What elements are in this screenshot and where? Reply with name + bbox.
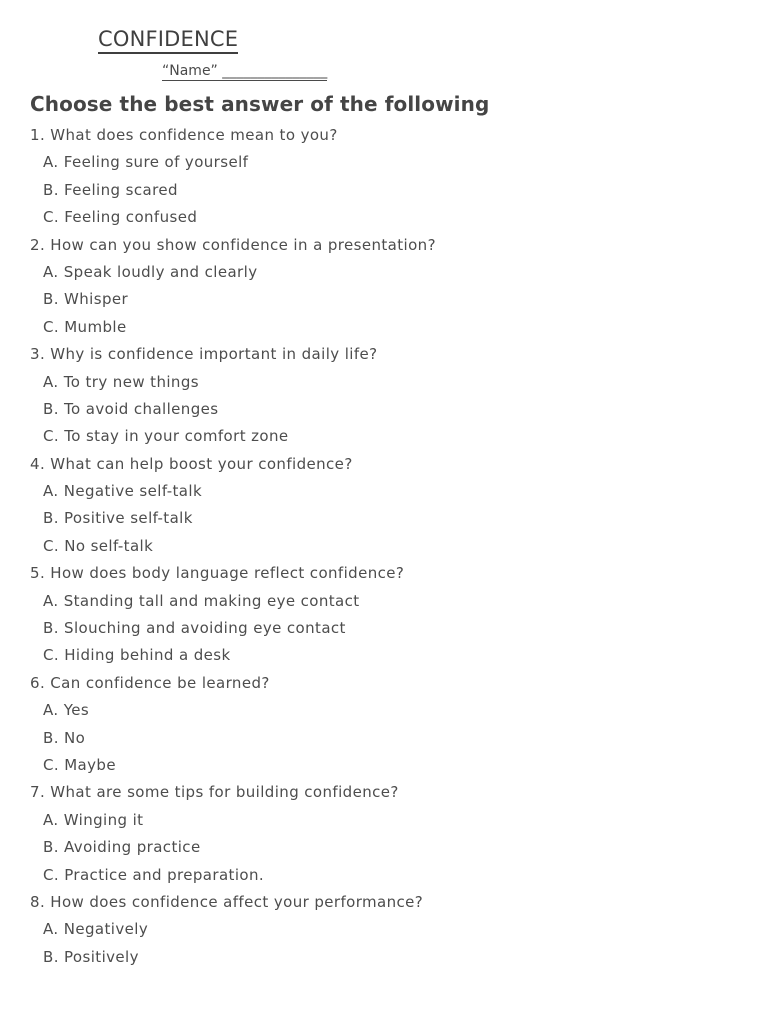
option-1b: B. Feeling scared bbox=[43, 180, 178, 199]
option-3c: C. To stay in your comfort zone bbox=[43, 427, 289, 446]
option-7b: B. Avoiding practice bbox=[43, 838, 201, 857]
option-6a: A. Yes bbox=[43, 701, 90, 720]
page-title: CONFIDENCE bbox=[98, 26, 238, 54]
option-8b: B. Positively bbox=[43, 947, 139, 966]
option-2b: B. Whisper bbox=[43, 290, 129, 309]
instructions-heading: Choose the best answer of the following bbox=[30, 92, 490, 116]
question-list bbox=[30, 122, 750, 971]
option-2c: C. Mumble bbox=[43, 317, 127, 336]
option-5b: B. Slouching and avoiding eye contact bbox=[43, 619, 346, 638]
question-3: 3. Why is confidence important in daily life? bbox=[30, 345, 378, 364]
option-1a: A. Feeling sure of yourself bbox=[43, 153, 249, 172]
option-4c: C. No self-talk bbox=[43, 536, 154, 555]
option-5c: C. Hiding behind a desk bbox=[43, 646, 231, 665]
option-4b: B. Positive self-talk bbox=[43, 509, 193, 528]
option-1c: C. Feeling confused bbox=[43, 208, 198, 227]
option-7c: C. Practice and preparation. bbox=[43, 865, 265, 884]
option-6b: B. No bbox=[43, 728, 86, 747]
name-field: “Name” _______________ bbox=[162, 63, 328, 79]
option-4a: A. Negative self-talk bbox=[43, 482, 203, 501]
question-8: 8. How does confidence affect your performance? bbox=[30, 892, 424, 911]
question-4: 4. What can help boost your confidence? bbox=[30, 454, 353, 473]
option-8a: A. Negatively bbox=[43, 920, 149, 939]
option-3a: A. To try new things bbox=[43, 372, 199, 391]
option-2a: A. Speak loudly and clearly bbox=[43, 262, 258, 281]
option-3b: B. To avoid challenges bbox=[43, 399, 219, 418]
question-2: 2. How can you show confidence in a presentation? bbox=[30, 235, 436, 254]
option-5a: A. Standing tall and making eye contact bbox=[43, 591, 360, 610]
question-7: 7. What are some tips for building confidence? bbox=[30, 783, 399, 802]
question-5: 5. How does body language reflect confidence? bbox=[30, 564, 405, 583]
option-6c: C. Maybe bbox=[43, 755, 116, 774]
question-1: 1. What does confidence mean to you? bbox=[30, 126, 338, 144]
option-7a: A. Winging it bbox=[43, 810, 144, 829]
question-6: 6. Can confidence be learned? bbox=[30, 673, 270, 692]
